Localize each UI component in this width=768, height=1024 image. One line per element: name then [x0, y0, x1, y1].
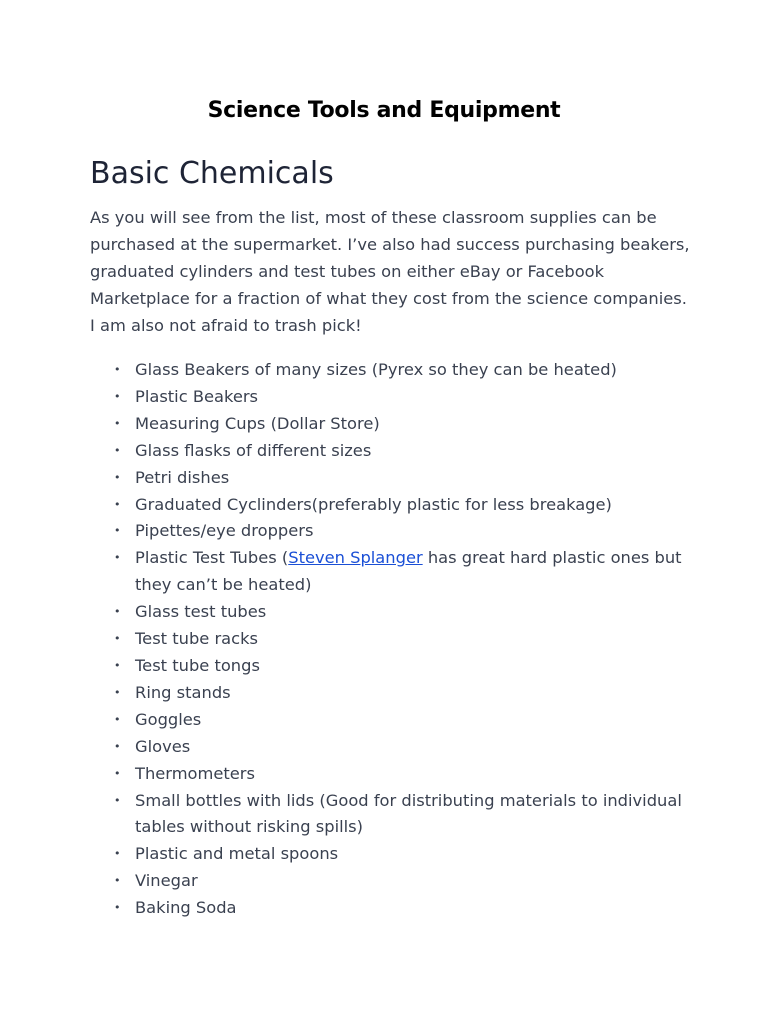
bullet-icon: • [114, 685, 121, 699]
list-item-text: Ring stands [135, 682, 231, 702]
list-item [90, 895, 690, 922]
steven-splanger-link[interactable]: Steven Splanger [288, 548, 423, 568]
list-item-text: Gloves [135, 736, 191, 756]
bullet-icon: • [114, 847, 121, 861]
list-item-text: Plastic Beakers [135, 386, 259, 406]
bullet-icon: • [114, 793, 121, 807]
list-item-text: Pipettes/eye droppers [135, 521, 314, 541]
intro-paragraph: As you will see from the list, most of these classroom supplies can be purchased at the supermarket. I’ve also had success purchasing beakers, graduated cylinders and test tubes on either eBay or Facebook Marketplace for a fraction of what they cost from the science companies. I am also not afraid to trash pick! [90, 208, 690, 335]
bullet-icon: • [114, 712, 121, 726]
list-item-text: Vinegar [135, 871, 198, 891]
bullet-icon: • [114, 605, 121, 619]
bullet-icon: • [114, 524, 121, 538]
list-item-text: Glass test tubes [135, 602, 267, 622]
list-item-text: Small bottles with lids (Good for distributing materials to individual tables without risking spills) [135, 790, 682, 837]
list-item [90, 599, 690, 626]
list-item [90, 626, 690, 653]
list-item-text: Goggles [135, 709, 202, 729]
list-item-text: Glass flasks of different sizes [135, 440, 372, 460]
list-item [90, 492, 690, 519]
list-item [90, 545, 690, 599]
list-item [90, 357, 690, 384]
list-item-text: Baking Soda [135, 898, 237, 918]
bullet-icon: • [114, 470, 121, 484]
list-item-text: Petri dishes [135, 467, 230, 487]
list-item [90, 384, 690, 411]
bullet-icon: • [114, 632, 121, 646]
list-item [90, 438, 690, 465]
list-item [90, 734, 690, 761]
list-item-text-after-link: has great hard plastic ones but they can’t be heated) [135, 548, 682, 595]
bullet-icon: • [114, 416, 121, 430]
bullet-icon: • [114, 874, 121, 888]
list-item [90, 411, 690, 438]
list-item [90, 761, 690, 788]
document-title: Science Tools and Equipment [207, 98, 561, 123]
bullet-icon: • [114, 443, 121, 457]
section-heading: Basic Chemicals [90, 156, 334, 191]
list-item [90, 788, 690, 842]
list-item-text: Test tube tongs [135, 655, 260, 675]
bullet-icon: • [114, 363, 121, 376]
bullet-icon: • [114, 766, 121, 780]
bullet-icon: • [114, 739, 121, 753]
list-item-text: Plastic and metal spoons [135, 844, 339, 864]
bullet-icon: • [114, 551, 121, 565]
list-item [90, 653, 690, 680]
supplies-list [90, 357, 690, 922]
list-item-text: Glass Beakers of many sizes (Pyrex so they can be heated) [135, 360, 617, 379]
bullet-icon: • [114, 658, 121, 672]
list-item [90, 680, 690, 707]
list-item-text: Thermometers [135, 763, 255, 783]
list-item [90, 518, 690, 545]
list-item [90, 465, 690, 492]
list-item-text-before-link: Plastic Test Tubes ( [135, 548, 289, 568]
bullet-icon: • [114, 497, 121, 511]
list-item-text: Measuring Cups (Dollar Store) [135, 413, 380, 433]
list-item [90, 841, 690, 868]
bullet-icon: • [114, 901, 121, 915]
list-item-text: Graduated Cyclinders(preferably plastic for less breakage) [135, 494, 612, 514]
list-item-text: Test tube racks [135, 629, 258, 649]
list-item [90, 868, 690, 895]
list-item [90, 707, 690, 734]
bullet-icon: • [114, 389, 121, 403]
